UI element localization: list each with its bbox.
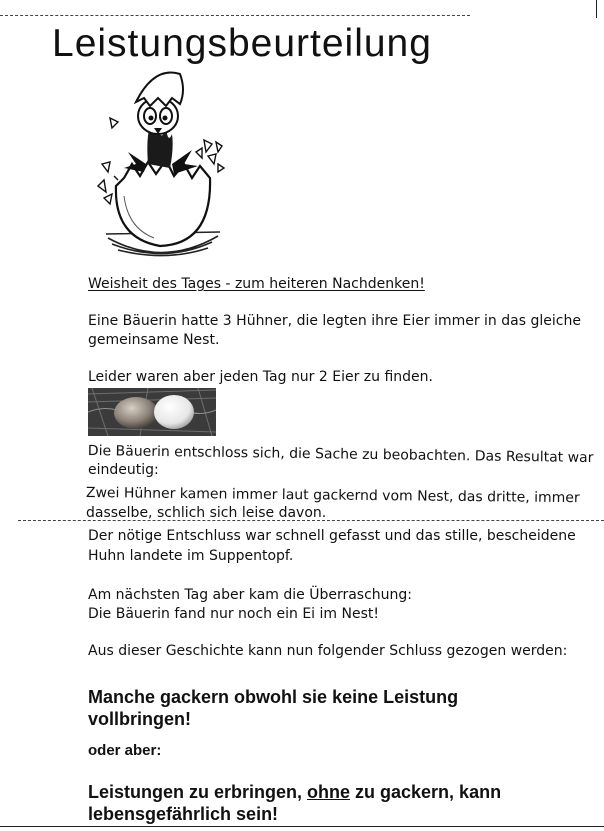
emphasis-word: ohne xyxy=(307,782,351,802)
eggs-in-nest-photo xyxy=(88,388,216,436)
story-line: Zwei Hühner kamen immer laut gackernd vom Nest, das dritte, immer xyxy=(85,484,580,507)
story-line: Die Bäuerin entschloss sich, die Sache zu beobachten. Das Resultat war xyxy=(87,442,594,467)
conclusion-line xyxy=(88,781,501,803)
conclusion-line: lebensgefährlich sein! xyxy=(88,804,279,824)
story-line: Aus dieser Geschichte kann nun folgender Schluss gezogen werden: xyxy=(88,643,568,659)
conclusion-text: Leistungen zu erbringen, xyxy=(88,782,308,802)
story-line: Leider waren aber jeden Tag nur 2 Eier zu finden. xyxy=(88,369,433,385)
scan-edge-right xyxy=(596,0,597,18)
scan-dash-top xyxy=(0,15,470,16)
page-title: Leistungsbeurteilung xyxy=(52,22,432,65)
story-line: Am nächsten Tag aber kam die Überraschung: xyxy=(88,587,413,603)
story-line: Die Bäuerin fand nur noch ein Ei im Nest! xyxy=(88,606,379,622)
section-heading: Weisheit des Tages - zum heiteren Nachdenken! xyxy=(88,276,425,292)
conclusion-text: zu gackern, kann xyxy=(350,782,502,802)
conclusion-line: vollbringen! xyxy=(88,709,191,729)
story-line: Der nötige Entschluss war schnell gefasst und das stille, bescheidene xyxy=(88,528,576,544)
story-line: Eine Bäuerin hatte 3 Hühner, die legten ihre Eier immer in das gleiche xyxy=(88,313,581,329)
hatching-chick-image xyxy=(88,68,233,263)
story-line: dasselbe, schlich sich leise davon. xyxy=(86,505,327,521)
story-line: eindeutig: xyxy=(88,462,159,478)
conclusion-line: Manche gackern obwohl sie keine Leistung xyxy=(88,687,459,707)
story-line: Huhn landete im Suppentopf. xyxy=(88,548,294,564)
story-line: gemeinsame Nest. xyxy=(88,332,220,348)
conclusion-or: oder aber: xyxy=(88,742,162,759)
scan-line-bottom xyxy=(0,826,604,827)
